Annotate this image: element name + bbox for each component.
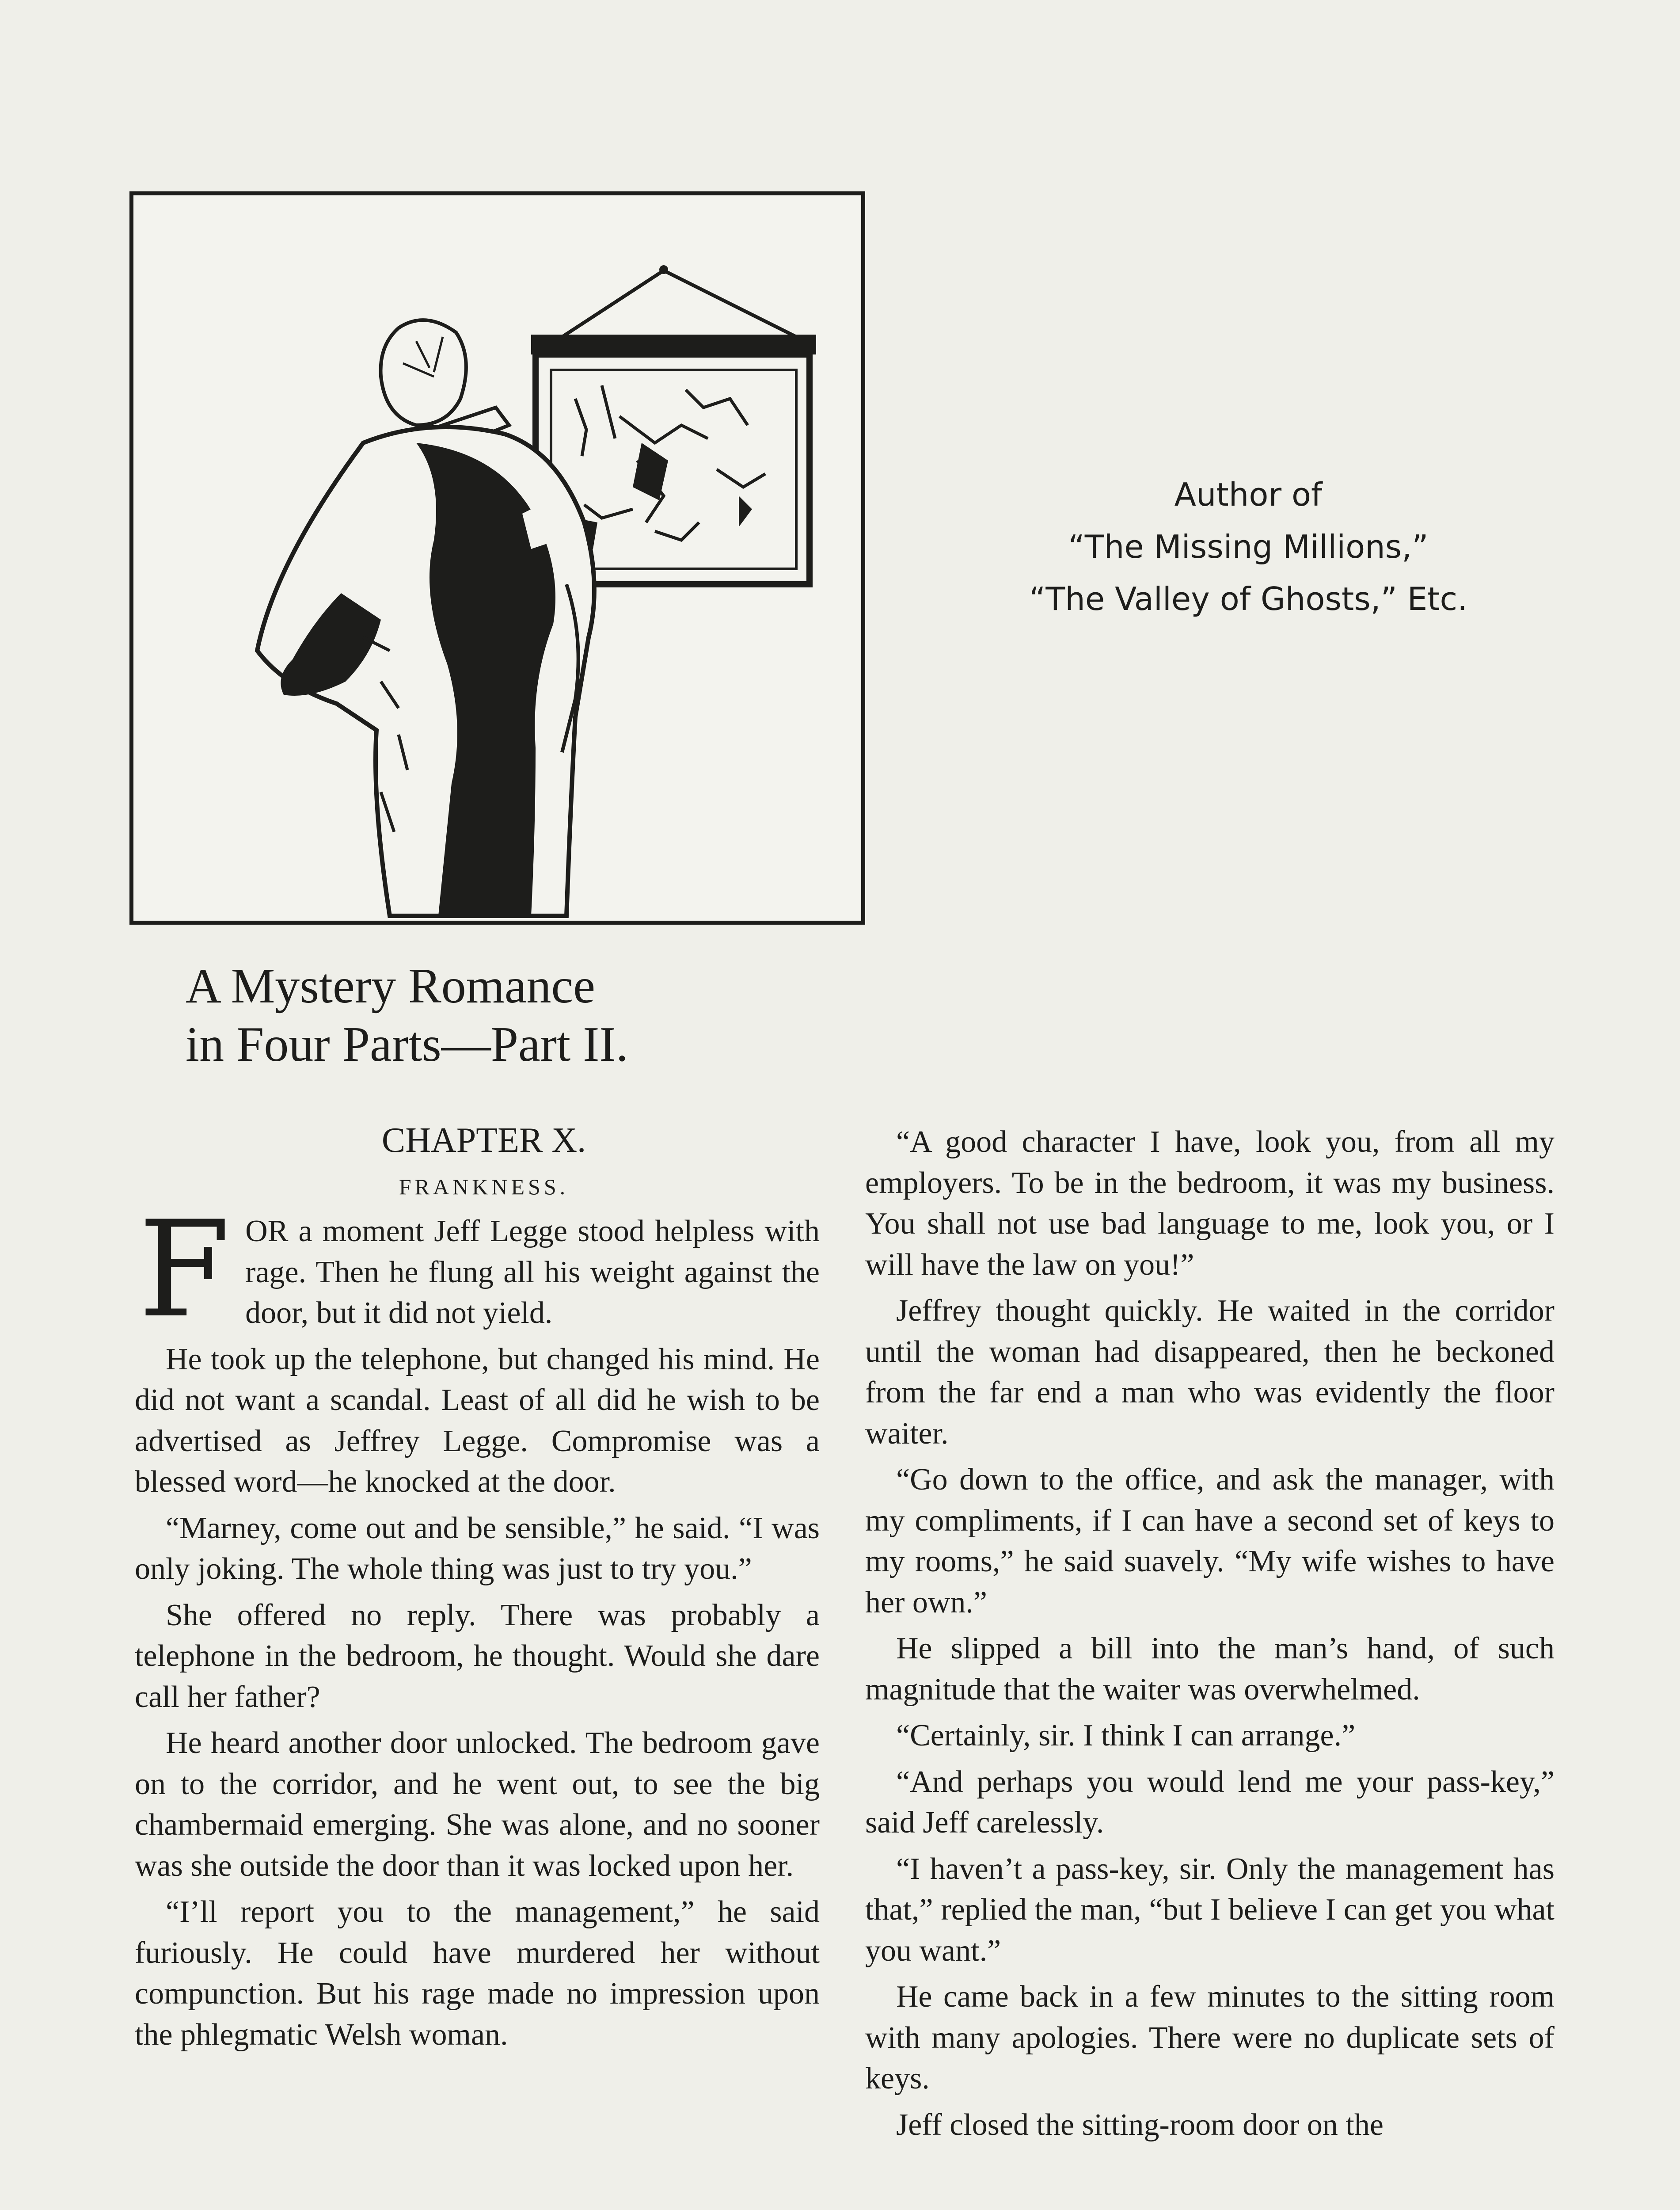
paragraph: “I’ll report you to the management,” he said furiously. He could have murdered her without compunction. But his rage made no impression upon the phlegmatic Welsh woman. [135,1895,820,2052]
author-line-1: Author of [1174,476,1323,513]
left-text-column [135,1118,820,2061]
paragraph: “Go down to the office, and ask the manager, with my compliments, if I can have a second set of keys to my rooms,” he said suavely. “My wife wishes to have her own.” [865,1463,1555,1619]
paragraph-1 [135,1193,820,1347]
paragraph: He heard another door unlocked. The bedroom gave on to the corridor, and he went out, to see the big chambermaid emerging. She was alone, and no sooner was she outside the door than it was locked upon her. [135,1726,820,1883]
paragraph: “I haven’t a pass-key, sir. Only the management has that,” replied the man, “but I believe I can get you what you want.” [865,1852,1555,1968]
paragraph: “And perhaps you would lend me your pass-key,” said Jeff carelessly. [865,1764,1555,1840]
paragraph: He came back in a few minutes to the sitting room with many apologies. There were no duplicate sets of keys. [865,1980,1555,2096]
paragraph: She offered no reply. There was probably a telephone in the bedroom, he thought. Would she dare call her father? [135,1598,820,1714]
right-text-column [865,1122,1555,2151]
paragraph: “Certainly, sir. I think I can arrange.” [896,1718,1356,1753]
paragraph: Jeffrey thought quickly. He waited in the corridor until the woman had disappeared, then he beckoned from the far end a man who was evidently the floor waiter. [865,1294,1555,1451]
story-title [186,957,822,1074]
story-illustration [129,191,865,925]
title-line-2: in Four Parts—Part II. [186,1017,628,1072]
chapter-subtitle: FRANKNESS. [399,1174,569,1199]
paragraph: “A good character I have, look you, from all my employers. To be in the bedroom, it was my business. You shall not use bad language to me, look you, or I will have the law on you!” [865,1125,1555,1282]
author-line-2: “The Missing Millions,” [1068,528,1429,565]
paragraph: He slipped a bill into the man’s hand, of such magnitude that the waiter was overwhelmed. [865,1631,1555,1707]
chapter-heading: CHAPTER X. [381,1121,586,1160]
paragraph: “Marney, come out and be sensible,” he said. “I was only joking. The whole thing was just to try you.” [135,1511,820,1586]
author-credits [963,469,1533,625]
man-viewing-painting-drawing [133,195,861,921]
paragraph: He took up the telephone, but changed his mind. He did not want a scandal. Least of all did he wish to be advertised as Jeffrey Legge. Compromise was a blessed word—he knocked at the door. [135,1342,820,1499]
paragraph-1-text: OR a moment Jeff Legge stood helpless with rage. Then he flung all his weight against the door, but it did not yield. [245,1214,820,1330]
drop-cap: F [138,1193,231,1347]
author-line-3: “The Valley of Ghosts,” Etc. [1029,580,1467,617]
paragraph: Jeff closed the sitting-room door on the [896,2107,1384,2142]
title-line-1: A Mystery Romance [186,959,595,1014]
